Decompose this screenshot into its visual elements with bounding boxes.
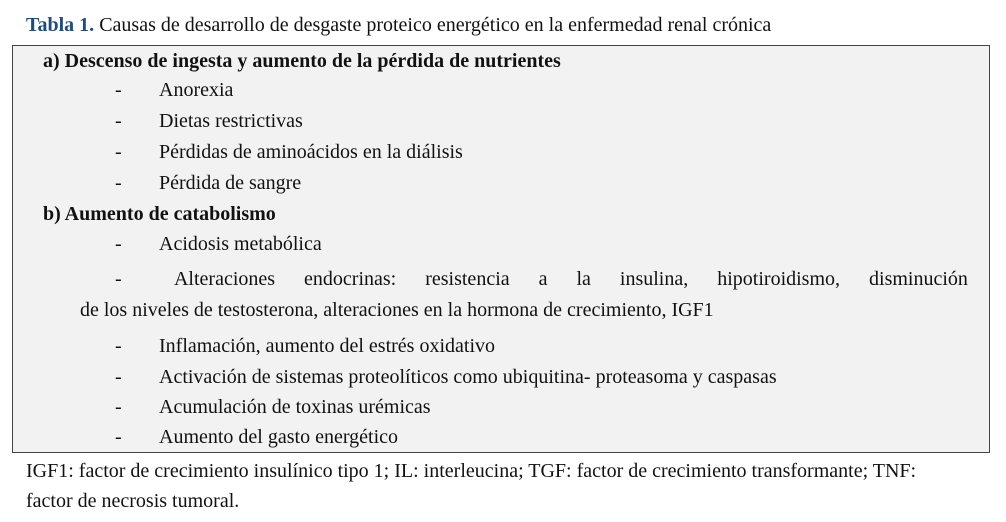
list-item-text: Acidosis metabólica	[159, 233, 322, 255]
bullet-dash: -	[115, 233, 122, 255]
list-item-gasto-energetico	[115, 426, 398, 449]
list-item-text: Aumento del gasto energético	[159, 426, 399, 448]
wrapped-item-second-line: de los niveles de testosterona, alteraciones en la hormona de crecimiento, IGF1	[80, 299, 714, 321]
bullet-dash: -	[115, 110, 122, 132]
table-caption	[26, 14, 771, 37]
list-item-alteraciones-endocrinas	[80, 264, 968, 326]
word: a	[538, 268, 548, 290]
bullet-dash: -	[115, 268, 122, 290]
bullet-dash: -	[115, 141, 122, 163]
list-item-perdida-sangre	[115, 172, 301, 195]
causes-table	[12, 45, 990, 453]
bullet-dash: -	[115, 426, 122, 448]
table-footnote: IGF1: factor de crecimiento insulínico tipo 1; IL: interleucina; TGF: factor de crecimiento transformante; TNF: factor de necrosis tumoral.	[26, 460, 917, 512]
bullet-dash: -	[115, 335, 122, 357]
bullet-dash: -	[115, 366, 122, 388]
section-heading-b: b) Aumento de catabolismo	[43, 203, 276, 225]
list-item-text: Inflamación, aumento del estrés oxidativo	[159, 335, 496, 357]
bullet-dash: -	[115, 79, 122, 101]
list-item-dietas	[115, 110, 303, 133]
word: endocrinas:	[304, 268, 397, 290]
list-item-text: Pérdida de sangre	[159, 172, 302, 194]
wrapped-item-first-line	[115, 264, 968, 295]
list-item-text: Anorexia	[159, 79, 234, 101]
list-item-text: Acumulación de toxinas urémicas	[159, 396, 431, 418]
list-item-acidosis	[115, 233, 322, 256]
word: Alteraciones	[173, 268, 276, 290]
list-item-text: Dietas restrictivas	[159, 110, 303, 132]
bullet-dash: -	[115, 172, 122, 194]
list-item-acumulacion-toxinas	[115, 396, 431, 419]
word: hipotiroidismo,	[717, 268, 841, 290]
word: disminución	[869, 268, 968, 290]
table-caption-label: Tabla 1.	[26, 14, 95, 36]
bullet-dash: -	[115, 396, 122, 418]
list-item-anorexia	[115, 79, 233, 102]
table-caption-title: Causas de desarrollo de desgaste proteico energético en la enfermedad renal crónica	[99, 14, 772, 36]
section-heading-a: a) Descenso de ingesta y aumento de la pérdida de nutrientes	[43, 50, 561, 72]
list-item-text: Pérdidas de aminoácidos en la diálisis	[159, 141, 463, 163]
list-item-text: Activación de sistemas proteolíticos como ubiquitina- proteasoma y caspasas	[159, 366, 777, 388]
word: la	[576, 268, 591, 290]
list-item-inflamacion	[115, 335, 495, 358]
list-item-perdidas-aminoacidos	[115, 141, 463, 164]
list-item-activacion-sistemas	[115, 366, 777, 389]
word: resistencia	[425, 268, 510, 290]
word: insulina,	[619, 268, 689, 290]
